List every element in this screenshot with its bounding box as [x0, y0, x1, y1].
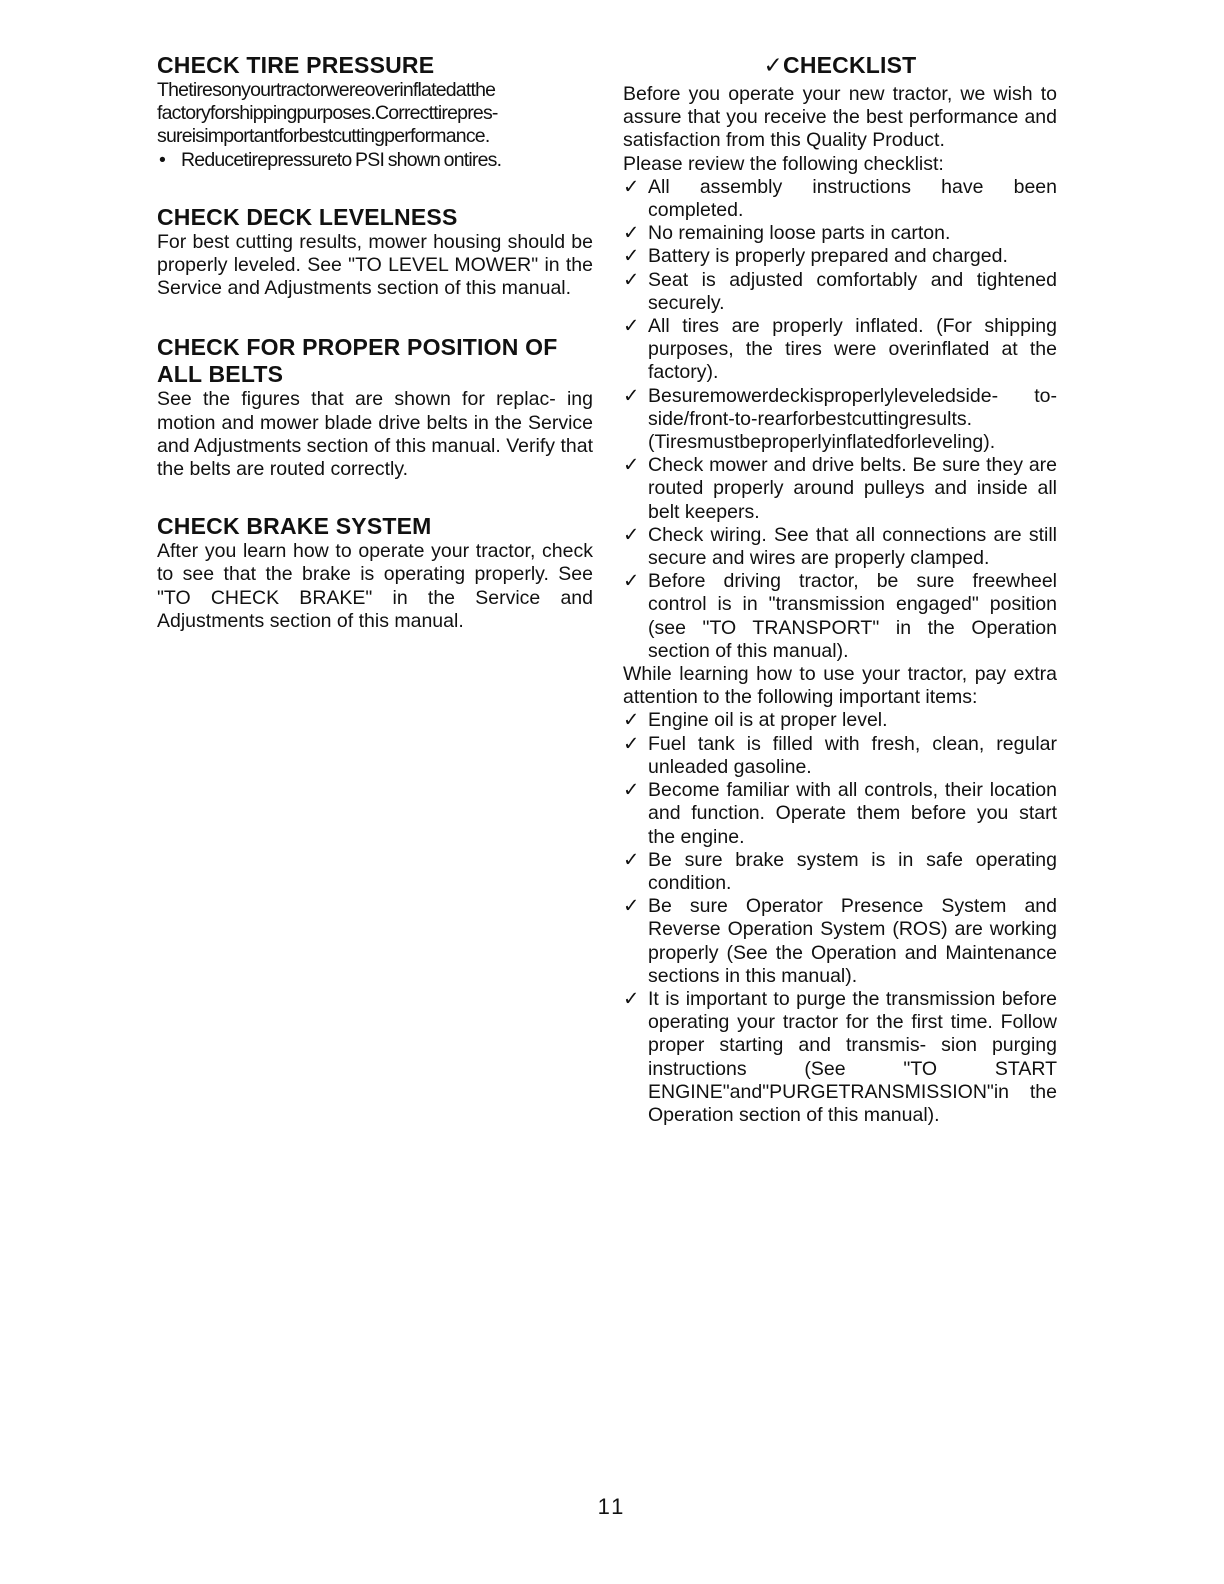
checklist-item [623, 733, 1057, 779]
checkmark-icon: ✓ [623, 245, 640, 268]
checklist-item-text: Check mower and drive belts. Be sure they are routed properly around pulleys and inside all belt keepers. [648, 454, 1057, 523]
checkmark-icon: ✓ [623, 175, 640, 198]
checklist-item [623, 385, 1057, 455]
checklist-item-text: Fuel tank is filled with fresh, clean, regular unleaded gasoline. [648, 732, 1057, 778]
checklist-item [623, 315, 1057, 385]
belts-body: See the figures that are shown for replac- ing motion and mower blade drive belts in the Service and Adjustments section of this manual. Verify that the belts are routed correctly. [157, 388, 593, 481]
brake-body: After you learn how to operate your tractor, check to see that the brake is operating properly. See "TO CHECK BRAKE" in the Service and Adjustments section of this manual. [157, 540, 593, 632]
tire-pressure-section [157, 52, 593, 172]
checklist-item [623, 895, 1057, 988]
checklist-item-text: All assembly instructions have been completed. [648, 175, 1057, 222]
checklist-while-learning: While learning how to use your tractor, pay extra attention to the following important items: [623, 663, 1057, 709]
checkmark-icon: ✓ [623, 709, 640, 732]
tire-pressure-heading: CHECK TIRE PRESSURE [157, 52, 435, 78]
checklist-item-text: All tires are properly inflated. (For shipping purposes, the tires were overinflated at the factory). [648, 315, 1057, 384]
right-column [623, 52, 1057, 1127]
left-column [157, 52, 593, 655]
checkmark-icon: ✓ [623, 848, 640, 871]
belts-section [157, 334, 593, 481]
checklist-item [623, 779, 1057, 849]
checkmark-icon: ✓ [623, 523, 640, 546]
checklist-review-line: Please review the following checklist: [623, 152, 944, 175]
checklist-item-text: Battery is properly prepared and charged. [648, 245, 1008, 268]
checklist-item [623, 222, 1057, 245]
checklist-item-text: Check wiring. See that all connections are still secure and wires are properly clamped. [648, 523, 1057, 570]
checklist-item [623, 709, 1057, 732]
checkmark-icon: ✓ [623, 454, 640, 477]
checklist-item-text: No remaining loose parts in carton. [648, 222, 951, 245]
brake-heading: CHECK BRAKE SYSTEM [157, 513, 432, 540]
checkmark-icon: ✓ [623, 222, 640, 245]
checklist-item-text: Be sure brake system is in safe operating condition. [648, 848, 1057, 894]
checklist-item-text: Be sure Operator Presence System and Reverse Operation System (ROS) are working properly (See the Operation and Maintenance sections in this manual). [648, 895, 1057, 987]
checklist-item-text: Besuremowerdeckisproperlyleveledside- to-side/front-to-rearforbestcuttingresults. (Tiresmustbeproperlyinflatedforleveling). [648, 384, 1057, 454]
tire-pressure-bullet [157, 149, 593, 172]
checklist-item [623, 269, 1057, 315]
checklist-item [623, 570, 1057, 663]
deck-levelness-heading: CHECK DECK LEVELNESS [157, 203, 458, 230]
page-number: 11 [597, 1494, 627, 1519]
checklist-item [623, 176, 1057, 222]
checklist-item-text: Become familiar with all controls, their location and function. Operate them before you start the engine. [648, 779, 1057, 848]
tire-pressure-body: Thetiresonyourtractorwereoverinflatedatthe factoryforshippingpurposes.Correcttirepres- sureisimportantforbestcuttingperformance. [157, 79, 498, 148]
checklist-item-text: Engine oil is at proper level. [648, 709, 888, 732]
brake-section [157, 513, 593, 633]
deck-levelness-section [157, 204, 593, 301]
bullet-dot-icon: • [159, 148, 166, 171]
checkmark-icon: ✓ [623, 779, 640, 802]
checklist-item [623, 454, 1057, 524]
checklist-intro: Before you operate your new tractor, we wish to assure that you receive the best performance and satisfaction from this Quality Product. [623, 83, 1057, 152]
checklist-item [623, 849, 1057, 895]
checklist-items-important [623, 709, 1057, 1127]
checkmark-icon: ✓ [623, 315, 640, 338]
checklist-item-text: It is important to purge the transmission before operating your tractor for the first time. Follow proper starting and transmis- sion purging instructions (See "TO START ENGINE"and"PURGETRANSMISSION"in the Operation section of this manual). [648, 987, 1057, 1126]
checklist-item-text: Seat is adjusted comfortably and tightened securely. [648, 268, 1057, 314]
checkmark-icon: ✓ [623, 987, 640, 1010]
checkmark-icon: ✓ [623, 570, 640, 593]
checklist-item [623, 524, 1057, 570]
deck-levelness-body: For best cutting results, mower housing should be properly leveled. See "TO LEVEL MOWER" in the Service and Adjustments section of this manual. [157, 230, 593, 300]
checkmark-icon: ✓ [623, 895, 640, 918]
checklist-item [623, 988, 1057, 1127]
checkmark-icon: ✓ [623, 732, 640, 755]
tire-pressure-bullet-text: Reducetirepressureto PSI shown ontires. [181, 148, 502, 171]
checklist-item [623, 245, 1057, 268]
checklist-heading: ✓CHECKLIST [763, 52, 917, 78]
checkmark-icon: ✓ [623, 384, 640, 407]
checkmark-icon: ✓ [623, 268, 640, 291]
checklist-item-text: Before driving tractor, be sure freewheel control is in "transmission engaged" position (see "TO TRANSPORT" in the Operation section of this manual). [648, 570, 1057, 662]
belts-heading: CHECK FOR PROPER POSITION OF ALL BELTS [157, 334, 558, 388]
checklist-items [623, 176, 1057, 663]
